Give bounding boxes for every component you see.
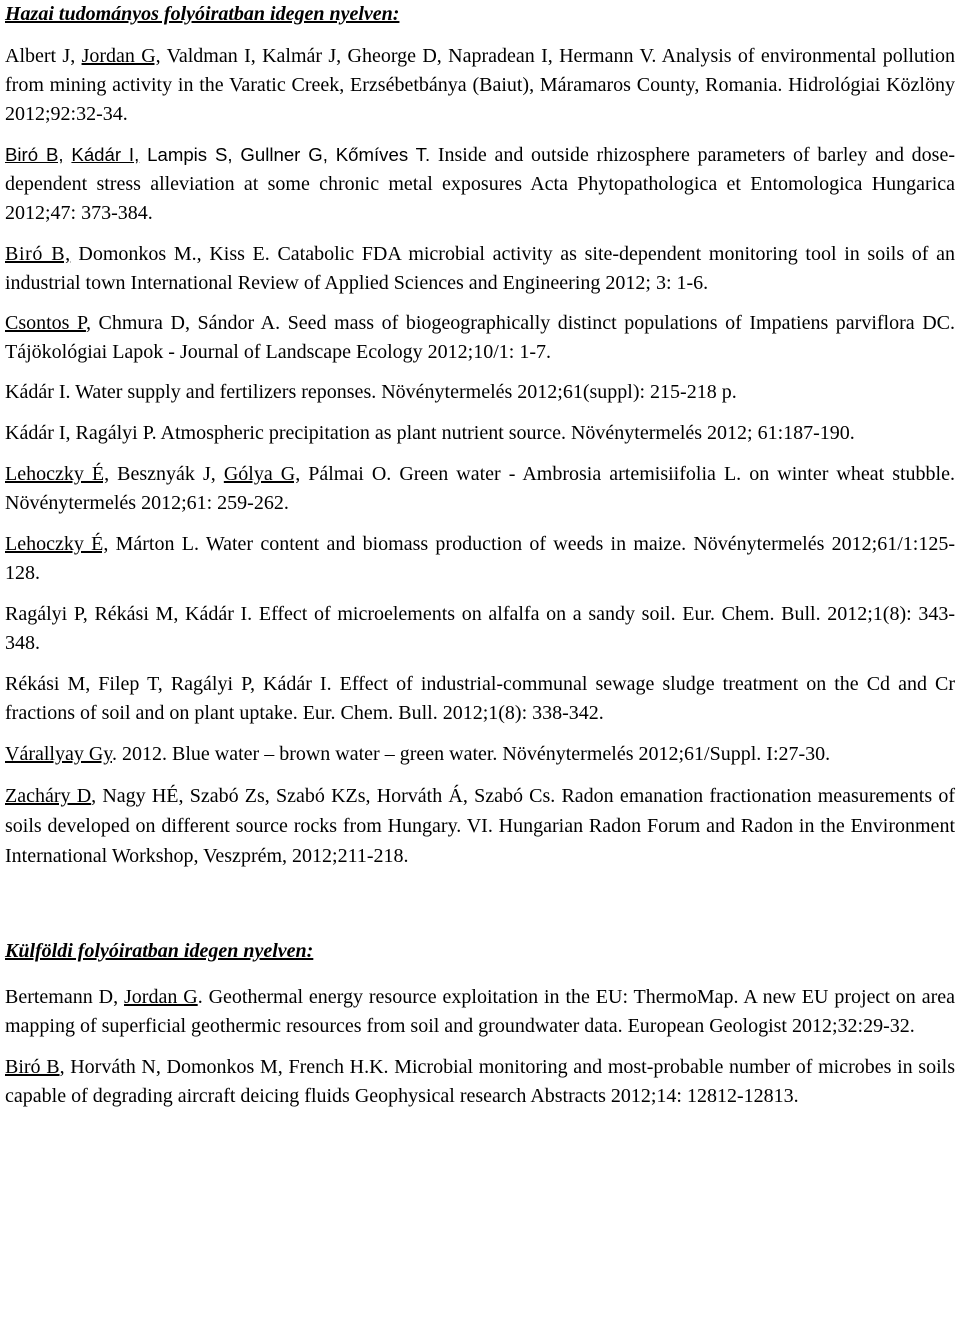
- reference-item: [5, 378, 955, 407]
- ref-segment: Rékási M, Filep T, Ragályi P, Kádár I. Effect of industrial-communal sewage sludge treatment on the Cd and Cr fractions of soil and on plant uptake. Eur. Chem. Bull. 2012;1(8): 338-342.: [5, 673, 955, 724]
- ref-segment: Inside and outside rhizosphere parameters of barley and dose-dependent stress alleviation at some chronic metal exposures Acta Phytopathologica et Entomologica Hungarica 2012;47: 373-384.: [5, 144, 955, 224]
- ref-segment: Bertemann D,: [5, 986, 125, 1008]
- ref-segment: , Chmura D, Sándor A. Seed mass of biogeographically distinct populations of Impatiens parviflora DC. Tájökológiai Lapok - Journal of Landscape Ecology 2012;10/1: 1-7.: [5, 312, 955, 363]
- author-link: Gólya G,: [223, 463, 301, 485]
- author-link: Biró B,: [5, 144, 64, 165]
- section-heading-foreign: Külföldi folyóiratban idegen nyelven:: [5, 940, 314, 962]
- author-link: Csontos P: [5, 312, 86, 334]
- reference-item: [5, 600, 955, 658]
- ref-segment: Albert J,: [5, 45, 82, 67]
- reference-item: [5, 983, 955, 1041]
- reference-item: [5, 309, 955, 367]
- ref-segment: , Nagy HÉ, Szabó Zs, Szabó KZs, Horváth Á, Szabó Cs. Radon emanation fractionation measurements of soils developed on different source rocks from Hungary. VI. Hungarian Radon Forum and Radon in the Environment International Workshop, Veszprém, 2012;211-218.: [5, 785, 956, 867]
- author-link: Kádár I,: [71, 144, 140, 165]
- reference-list-domestic: [5, 42, 955, 871]
- reference-item: [5, 670, 955, 728]
- author-link: Jordan G,: [81, 45, 161, 67]
- reference-item: [5, 140, 955, 228]
- reference-item: [5, 740, 955, 769]
- reference-item: [5, 530, 955, 588]
- reference-item: [5, 460, 955, 518]
- reference-item: [5, 1053, 955, 1111]
- ref-segment: . Geothermal energy resource exploitation in the EU: ThermoMap. A new EU project on area mapping of superficial geothermic resources from soil and groundwater data. European Geologist 2012;32:29-32.: [5, 986, 956, 1037]
- author-link: Biró B,: [5, 243, 71, 265]
- section-heading-domestic: Hazai tudományos folyóiratban idegen nyelven:: [5, 3, 400, 25]
- reference-item: [5, 240, 955, 298]
- ref-segment: Besznyák J,: [109, 463, 224, 485]
- author-link: Lehoczky É,: [5, 533, 109, 555]
- ref-segment: Kádár I, Ragályi P. Atmospheric precipitation as plant nutrient source. Növénytermelés 2012; 61:187-190.: [5, 422, 855, 444]
- reference-item: [5, 781, 955, 871]
- ref-segment: Lampis S, Gullner G, Kőmíves T.: [139, 144, 431, 165]
- reference-item: [5, 419, 955, 448]
- reference-list-foreign: [5, 983, 955, 1111]
- ref-segment: Ragályi P, Rékási M, Kádár I. Effect of microelements on alfalfa on a sandy soil. Eur. Chem. Bull. 2012;1(8): 343-348.: [5, 603, 955, 654]
- author-link: Várallyay Gy: [5, 743, 112, 765]
- ref-segment: Kádár I. Water supply and fertilizers reponses. Növénytermelés 2012;61(suppl): 215-218 p.: [5, 381, 737, 403]
- author-link: Zacháry D: [5, 785, 92, 807]
- author-link: Jordan G: [124, 986, 198, 1008]
- author-link: Biró B: [5, 1056, 60, 1078]
- ref-segment: , Horváth N, Domonkos M, French H.K. Microbial monitoring and most-probable number of microbes in soils capable of degrading aircraft deicing fluids Geophysical research Abstracts 2012;14: 12812-12813.: [5, 1056, 955, 1107]
- ref-segment: Márton L. Water content and biomass production of weeds in maize. Növénytermelés 2012;61/1:125-128.: [5, 533, 955, 584]
- ref-segment: Valdman I, Kalmár J, Gheorge D, Napradean I, Hermann V. Analysis of environmental pollution from mining activity in the Varatic Creek, Erzsébetbánya (Baiut), Máramaros County, Romania. Hidrológiai Közlöny 2012;92:32-34.: [5, 45, 955, 125]
- ref-segment: Domonkos M., Kiss E. Catabolic FDA microbial activity as site-dependent monitoring tool in soils of an industrial town International Review of Applied Sciences and Engineering 2012; 3: 1-6.: [5, 243, 955, 294]
- author-link: Lehoczky É,: [5, 463, 110, 485]
- ref-segment: . 2012. Blue water – brown water – green water. Növénytermelés 2012;61/Suppl. I:27-30.: [112, 743, 831, 765]
- reference-item: [5, 42, 955, 129]
- ref-segment: Pálmai O. Green water - Ambrosia artemisiifolia L. on winter wheat stubble. Növénytermelés 2012;61: 259-262.: [5, 463, 955, 514]
